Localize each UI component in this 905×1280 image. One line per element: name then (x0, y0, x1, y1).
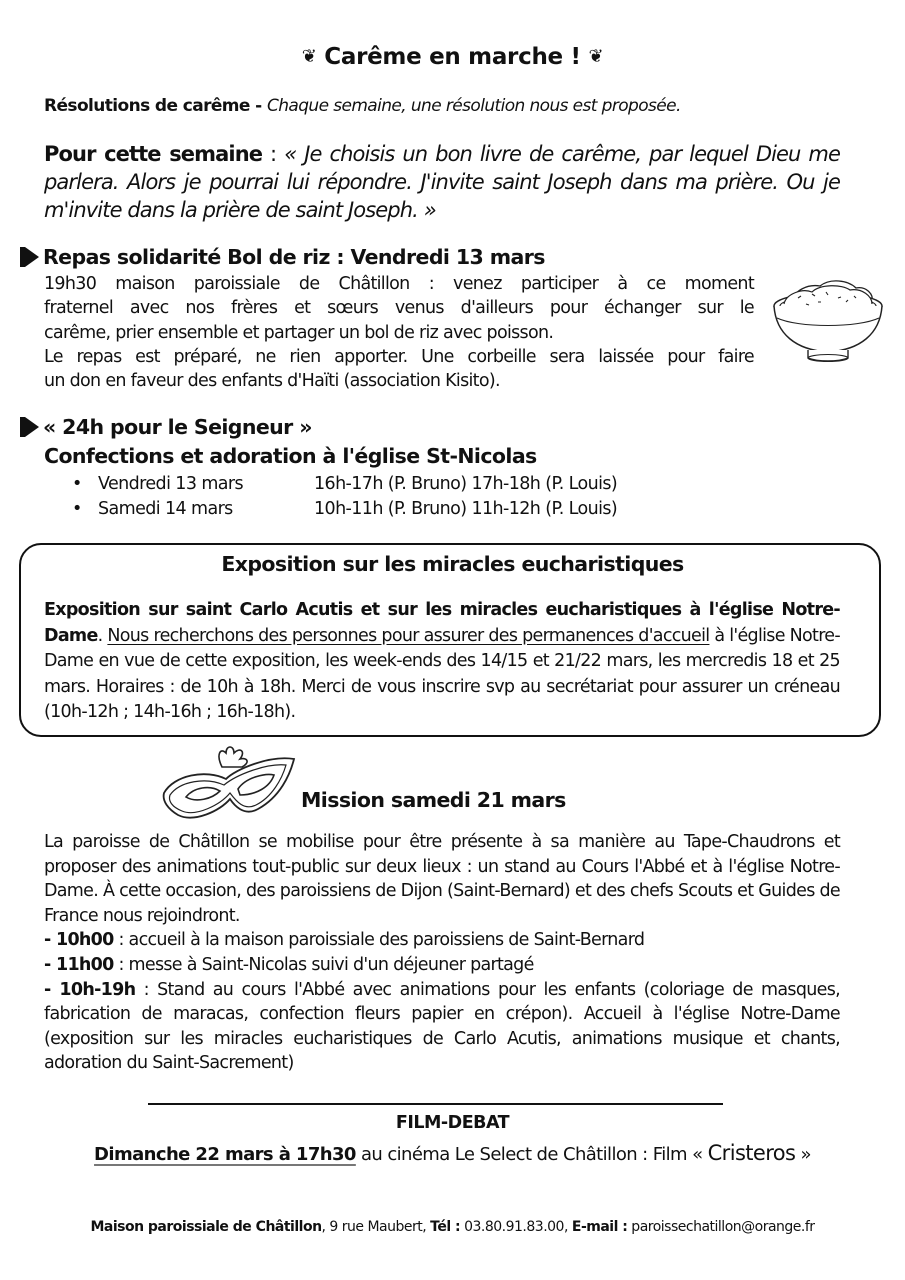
footer-phone: 03.80.91.83.00, (460, 1219, 572, 1235)
confession-slots (72, 472, 617, 521)
arrow-bullet-icon (25, 247, 39, 267)
volunteer-request: Nous recherchons des personnes pour assurer des permanences d'accueil (107, 625, 710, 646)
carnival-mask-icon (160, 745, 300, 825)
separator: : (262, 142, 285, 166)
slot-times: 10h-11h (P. Bruno) 11h-12h (P. Louis) (314, 498, 618, 519)
seigneur-heading (20, 414, 312, 439)
period: . (97, 625, 103, 646)
repas-body (44, 272, 754, 393)
arrow-bullet-icon (25, 417, 39, 437)
title-text: Carême en marche ! (324, 44, 581, 70)
exposition-body (44, 598, 840, 726)
resolutions-label: Résolutions de carême (44, 96, 250, 116)
schedule-text: : Stand au cours l'Abbé avec animations pour les enfants (coloriage de masques, fabrication de maracas, confection fleurs papier en crépon). Accueil à l'église Notre-Dame (exposition sur les miracles eucharistiques de Carlo Acutis, animations musique et chants, adoration du Saint-Sacrement) (44, 979, 840, 1074)
seigneur-heading-text: « 24h pour le Seigneur » (43, 415, 312, 439)
exposition-details: à l'église Notre-Dame en vue de cette exposition, les week-ends des 14/15 et 21/22 mars, les mercredis 18 et 25 mars. Horaires : de 10h à 18h. Merci de vous inscrire svp au secrétariat pour assurer un créneau (10h-12h ; 14h-16h ; 16h-18h). (44, 625, 840, 722)
exposition-intro: Exposition sur saint Carlo Acutis et sur les miracles eucharistiques à l'église Notre-Dame (44, 600, 840, 646)
film-heading: FILM-DEBAT (395, 1113, 510, 1133)
resolutions-text: Chaque semaine, une résolution nous est proposée. (266, 96, 681, 116)
repas-line: Le repas est préparé, ne rien apporter. Une corbeille sera laissée pour faire (44, 346, 754, 367)
footer-email[interactable]: paroissechatillon@orange.fr (627, 1219, 815, 1235)
slot-day: Samedi 14 mars (98, 498, 233, 519)
mission-intro: La paroisse de Châtillon se mobilise pour être présente à sa manière au Tape-Chaudrons et proposer des animations tout-public sur deux lieux : un stand au Cours l'Abbé et à l'église Notre-Dame. À cette occasion, des paroissiens de Dijon (Saint-Bernard) et des chefs Scouts et Guides de France nous rejoindront. (44, 832, 840, 926)
repas-heading (20, 244, 545, 269)
ornament-icon: ❦ (301, 46, 317, 67)
this-week-quote: « Je choisis un bon livre de carême, par lequel Dieu me parlera. Alors je pourrai lui répondre. J'invite saint Joseph dans ma prière. Ou je m'invite dans la prière de saint Joseph. » (44, 142, 840, 222)
email-label: E-mail : (571, 1219, 628, 1235)
schedule-item (44, 953, 840, 978)
dash: - (44, 930, 56, 951)
resolutions-line (44, 96, 681, 116)
footer-org: Maison paroissiale de Châtillon (90, 1219, 322, 1235)
dash: - (44, 954, 56, 975)
repas-heading-text: Repas solidarité Bol de riz : Vendredi 13 mars (43, 245, 545, 269)
dash: - (44, 979, 60, 1000)
separator: - (249, 96, 267, 116)
tel-label: Tél : (430, 1219, 461, 1235)
mission-heading: Mission samedi 21 mars (301, 788, 566, 812)
this-week-paragraph (44, 140, 840, 224)
repas-line: carême, prier ensemble et partager un bol de riz avec poisson. (44, 322, 554, 343)
ornament-icon: ❦ (588, 46, 604, 67)
schedule-time: 10h-19h (59, 979, 136, 1000)
repas-line: fraternel avec nos frères et sœurs venus d'ailleurs pour échanger sur le (44, 298, 754, 319)
film-venue: au cinéma Le Select de Châtillon : Film « (355, 1144, 708, 1165)
film-name: Cristeros (707, 1141, 796, 1165)
slot-row (72, 497, 617, 522)
film-date: Dimanche 22 mars à 17h30 (94, 1144, 356, 1165)
slot-times: 16h-17h (P. Bruno) 17h-18h (P. Louis) (314, 474, 618, 494)
schedule-item (44, 978, 840, 1076)
repas-line: un don en faveur des enfants d'Haïti (association Kisito). (44, 371, 500, 392)
bullet-icon: • (72, 474, 82, 494)
schedule-time: 11h00 (55, 954, 114, 975)
schedule-item (44, 928, 840, 953)
seigneur-subheading: Confections et adoration à l'église St-Nicolas (44, 444, 537, 468)
film-details (0, 1141, 905, 1165)
footer-contact (0, 1219, 905, 1235)
slot-day: Vendredi 13 mars (98, 474, 244, 494)
section-divider (148, 1103, 723, 1105)
slot-row (72, 472, 617, 497)
schedule-text: : accueil à la maison paroissiale des paroissiens de Saint-Bernard (113, 930, 645, 951)
schedule-text: : messe à Saint-Nicolas suivi d'un déjeuner partagé (113, 954, 534, 975)
bullet-icon: • (72, 498, 82, 519)
exposition-title: Exposition sur les miracles eucharistiques (221, 552, 684, 576)
footer-address: , 9 rue Maubert, (321, 1219, 431, 1235)
this-week-label: Pour cette semaine (44, 142, 263, 166)
quote-close: » (795, 1144, 811, 1165)
page-title (0, 44, 905, 70)
schedule-time: 10h00 (55, 930, 114, 951)
rice-bowl-icon (768, 272, 888, 368)
mission-body (44, 830, 840, 1076)
repas-line: 19h30 maison paroissiale de Châtillon : venez participer à ce moment (44, 274, 754, 294)
